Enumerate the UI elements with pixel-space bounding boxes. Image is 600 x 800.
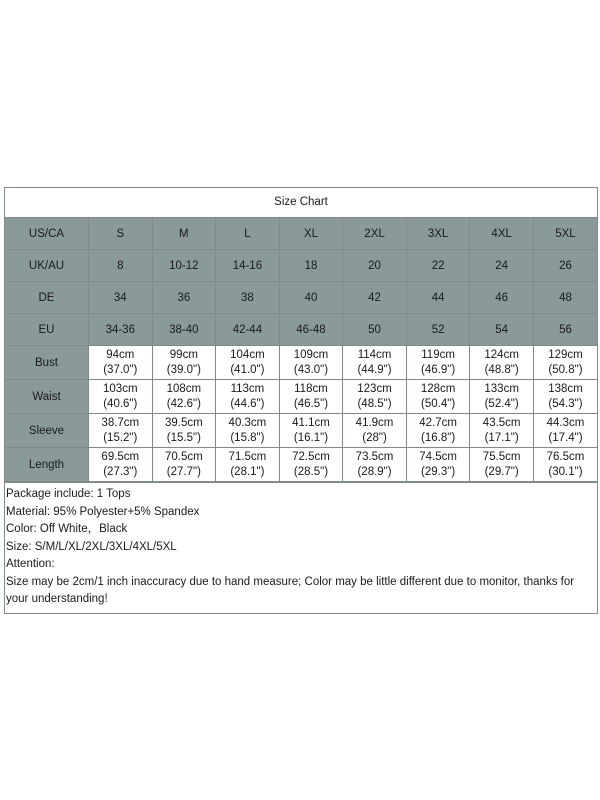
size-cell: 50 bbox=[343, 314, 407, 346]
measure-inch: (16.1") bbox=[293, 431, 329, 444]
size-row-label: DE bbox=[5, 282, 89, 314]
measure-cm: 76.5cm bbox=[546, 450, 585, 463]
measure-cell bbox=[470, 448, 534, 482]
measure-inch: (54.3") bbox=[548, 397, 583, 410]
measure-inch: (15.8") bbox=[230, 431, 265, 444]
size-cell: 34-36 bbox=[89, 314, 153, 346]
measure-cm: 42.7cm bbox=[419, 416, 457, 429]
measure-cm: 119cm bbox=[421, 348, 455, 361]
size-chart bbox=[4, 187, 598, 614]
size-cell: 56 bbox=[533, 314, 597, 346]
measure-cell bbox=[152, 380, 216, 414]
measure-cm: 38.7cm bbox=[101, 416, 140, 429]
measure-inch: (52.4") bbox=[484, 397, 519, 410]
measure-cell bbox=[406, 380, 470, 414]
measure-inch: (29.3") bbox=[421, 465, 456, 478]
measure-inch: (50.4") bbox=[421, 397, 456, 410]
package-note: Package include: 1 Tops bbox=[6, 488, 131, 500]
size-cell: 46-48 bbox=[279, 314, 343, 346]
size-cell: 26 bbox=[533, 250, 597, 282]
size-row bbox=[5, 218, 597, 250]
measure-inch: (15.5") bbox=[166, 431, 201, 444]
size-cell: M bbox=[152, 218, 216, 250]
measure-cm: 108cm bbox=[166, 382, 202, 395]
measure-row-label: Waist bbox=[5, 380, 89, 414]
measure-cm: 129cm bbox=[548, 348, 583, 361]
measure-inch: (46.9") bbox=[421, 363, 456, 376]
measure-inch: (28.9") bbox=[357, 465, 392, 478]
size-cell: 40 bbox=[279, 282, 343, 314]
size-cell: 8 bbox=[89, 250, 153, 282]
size-cell: 42 bbox=[343, 282, 407, 314]
measure-cm: 44.3cm bbox=[546, 416, 585, 429]
measure-cell bbox=[279, 346, 343, 380]
measure-inch: (48.8") bbox=[484, 363, 519, 376]
measure-row-label: Length bbox=[5, 448, 89, 482]
measure-cm: 73.5cm bbox=[355, 450, 394, 463]
size-cell: 4XL bbox=[470, 218, 534, 250]
measure-inch: (40.6") bbox=[103, 397, 138, 410]
size-cell: 2XL bbox=[343, 218, 407, 250]
measure-cell bbox=[89, 448, 153, 482]
size-cell: S bbox=[89, 218, 153, 250]
measure-inch: (28.5") bbox=[293, 465, 329, 478]
measure-row bbox=[5, 448, 597, 482]
measure-cell bbox=[279, 414, 343, 448]
measure-row bbox=[5, 346, 597, 380]
measure-cell bbox=[152, 414, 216, 448]
measure-cell bbox=[406, 346, 470, 380]
measure-inch: (27.3") bbox=[103, 465, 138, 478]
size-row bbox=[5, 282, 597, 314]
measure-inch: (44.9") bbox=[357, 363, 392, 376]
measure-inch: (16.8") bbox=[421, 431, 456, 444]
measure-cell bbox=[406, 414, 470, 448]
measure-cm: 70.5cm bbox=[164, 450, 203, 463]
measure-cell bbox=[89, 414, 153, 448]
measure-cell bbox=[279, 380, 343, 414]
measure-inch: (42.6") bbox=[166, 397, 201, 410]
measure-row-label: Bust bbox=[5, 346, 89, 380]
measure-inch: (17.1") bbox=[484, 431, 519, 444]
attention-label: Attention: bbox=[6, 558, 55, 570]
measure-inch: (37.0") bbox=[103, 363, 138, 376]
measure-inch: (48.5") bbox=[357, 397, 392, 410]
size-cell: 5XL bbox=[533, 218, 597, 250]
measure-cm: 94cm bbox=[106, 348, 135, 361]
measure-cm: 74.5cm bbox=[419, 450, 457, 463]
measure-inch: (27.7") bbox=[166, 465, 201, 478]
measure-cm: 72.5cm bbox=[292, 450, 330, 463]
measure-cell bbox=[279, 448, 343, 482]
measure-inch: (28.1") bbox=[230, 465, 265, 478]
measure-inch: (28") bbox=[362, 431, 387, 444]
size-cell: 44 bbox=[406, 282, 470, 314]
measure-row bbox=[5, 380, 597, 414]
measure-cell bbox=[343, 346, 407, 380]
size-cell: 38 bbox=[216, 282, 280, 314]
size-cell: 20 bbox=[343, 250, 407, 282]
measure-cm: 114cm bbox=[357, 348, 392, 361]
measure-cell bbox=[470, 346, 534, 380]
measure-cell bbox=[216, 380, 280, 414]
measure-cm: 41.9cm bbox=[355, 416, 394, 429]
measure-cell bbox=[343, 448, 407, 482]
measure-cell bbox=[533, 346, 597, 380]
measure-cm: 71.5cm bbox=[228, 450, 267, 463]
product-notes bbox=[5, 482, 597, 613]
measure-cm: 39.5cm bbox=[164, 416, 203, 429]
measure-cell bbox=[343, 414, 407, 448]
size-cell: 42-44 bbox=[216, 314, 280, 346]
size-cell: 34 bbox=[89, 282, 153, 314]
size-cell: 46 bbox=[470, 282, 534, 314]
measure-cm: 69.5cm bbox=[101, 450, 140, 463]
measure-cell bbox=[533, 448, 597, 482]
measure-cell bbox=[152, 346, 216, 380]
size-cell: 48 bbox=[533, 282, 597, 314]
measure-inch: (46.5") bbox=[293, 397, 329, 410]
measure-inch: (29.7") bbox=[484, 465, 519, 478]
measure-cm: 75.5cm bbox=[482, 450, 521, 463]
measure-cm: 40.3cm bbox=[228, 416, 267, 429]
measure-inch: (17.4") bbox=[548, 431, 583, 444]
size-cell: 24 bbox=[470, 250, 534, 282]
measure-cell bbox=[406, 448, 470, 482]
size-row-label: US/CA bbox=[5, 218, 89, 250]
size-row bbox=[5, 250, 597, 282]
size-cell: 14-16 bbox=[216, 250, 280, 282]
measure-inch: (15.2") bbox=[103, 431, 138, 444]
size-cell: XL bbox=[279, 218, 343, 250]
measure-cell bbox=[216, 448, 280, 482]
measure-cm: 138cm bbox=[548, 382, 583, 395]
measure-inch: (41.0") bbox=[230, 363, 265, 376]
size-cell: 3XL bbox=[406, 218, 470, 250]
measure-cell bbox=[89, 380, 153, 414]
measure-cell bbox=[152, 448, 216, 482]
measure-cm: 99cm bbox=[169, 348, 198, 361]
size-row-label: EU bbox=[5, 314, 89, 346]
size-cell: 10-12 bbox=[152, 250, 216, 282]
measure-cell bbox=[470, 380, 534, 414]
measure-cell bbox=[216, 414, 280, 448]
measure-cell bbox=[533, 414, 597, 448]
size-row bbox=[5, 314, 597, 346]
measure-cm: 103cm bbox=[103, 382, 138, 395]
measure-inch: (43.0") bbox=[293, 363, 329, 376]
measure-cell bbox=[89, 346, 153, 380]
measure-cell bbox=[343, 380, 407, 414]
measure-cm: 109cm bbox=[293, 348, 329, 361]
measure-cm: 124cm bbox=[484, 348, 519, 361]
size-chart-title: Size Chart bbox=[5, 188, 597, 218]
size-table bbox=[5, 218, 597, 482]
color-note: Color: Off White，Black bbox=[6, 523, 128, 535]
measure-row-label: Sleeve bbox=[5, 414, 89, 448]
disclaimer-note: Size may be 2cm/1 inch inaccuracy due to hand measure; Color may be little different due to monitor, thanks for your understanding! bbox=[6, 575, 575, 605]
size-cell: 36 bbox=[152, 282, 216, 314]
size-cell: 38-40 bbox=[152, 314, 216, 346]
measure-cm: 128cm bbox=[420, 382, 456, 395]
measure-cm: 43.5cm bbox=[482, 416, 521, 429]
size-cell: 22 bbox=[406, 250, 470, 282]
measure-inch: (39.0") bbox=[166, 363, 201, 376]
measure-cell bbox=[533, 380, 597, 414]
material-note: Material: 95% Polyester+5% Spandex bbox=[6, 505, 200, 518]
measure-row bbox=[5, 414, 597, 448]
measure-cm: 118cm bbox=[294, 382, 328, 395]
size-cell: 52 bbox=[406, 314, 470, 346]
measure-inch: (44.6") bbox=[230, 397, 265, 410]
measure-cm: 104cm bbox=[230, 348, 265, 361]
measure-cm: 133cm bbox=[484, 382, 519, 395]
measure-cell bbox=[216, 346, 280, 380]
size-row-label: UK/AU bbox=[5, 250, 89, 282]
size-cell: 54 bbox=[470, 314, 534, 346]
size-note: Size: S/M/L/XL/2XL/3XL/4XL/5XL bbox=[6, 540, 177, 553]
size-cell: L bbox=[216, 218, 280, 250]
measure-cm: 113cm bbox=[230, 382, 265, 395]
size-cell: 18 bbox=[279, 250, 343, 282]
measure-cm: 123cm bbox=[357, 382, 392, 395]
measure-inch: (30.1") bbox=[548, 465, 583, 478]
measure-inch: (50.8") bbox=[548, 363, 583, 376]
measure-cm: 41.1cm bbox=[292, 416, 330, 429]
measure-cell bbox=[470, 414, 534, 448]
